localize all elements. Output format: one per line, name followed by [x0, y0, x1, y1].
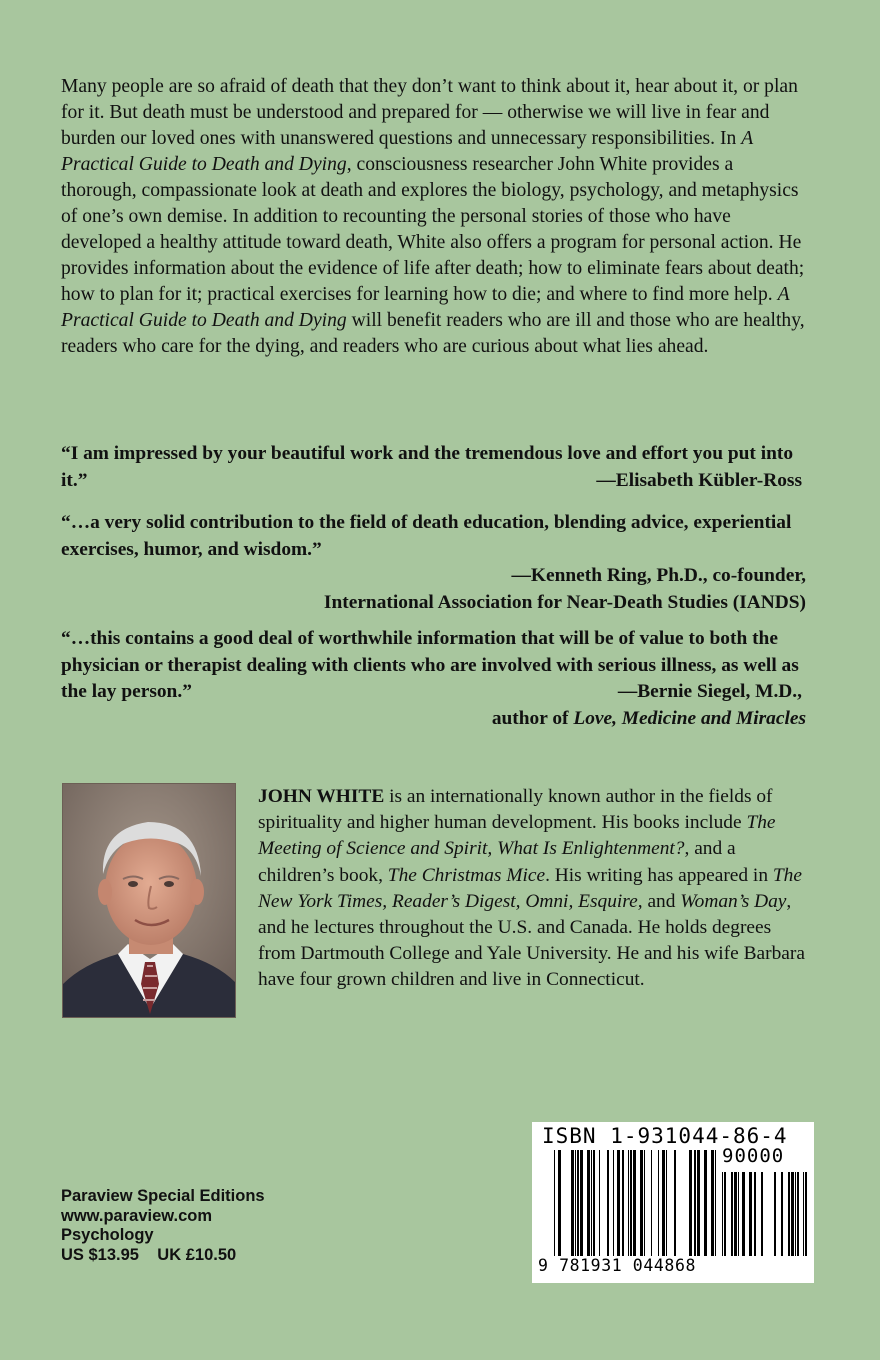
barcode-bar	[571, 1150, 574, 1256]
barcode-bar	[591, 1150, 592, 1256]
bio-text-4: and	[642, 890, 681, 912]
quote-3-text: “…this contains a good deal of worthwhile information that will be of value to both the physician or therapist dealing with clients who are involved with serious illness, as well as the lay person.”	[61, 628, 799, 702]
barcode-bar	[742, 1172, 745, 1256]
quote-1-text: “I am impressed by your beautiful work and the tremendous love and effort you put into it.”	[61, 443, 794, 491]
barcode-bar	[587, 1150, 590, 1256]
barcode-bar	[658, 1150, 659, 1256]
barcode-bar	[662, 1150, 665, 1256]
book-category: Psychology	[61, 1226, 154, 1244]
bio-publications-1: The New York Times, Reader’s Digest, Omni, Esquire,	[258, 864, 802, 912]
barcode-bar	[580, 1150, 583, 1256]
blurb-text-1: Many people are so afraid of death that they don’t want to think about it, hear about it, or plan for it. But death must be understood and prepared for — otherwise we will live in fear and burden our loved ones with unanswered questions and unnecessary responsibilities. In	[61, 76, 798, 149]
barcode-bar	[805, 1172, 807, 1256]
quote-2-text: “…a very solid contribution to the field of death education, blending advice, experiential exercises, humor, and wisdom.”	[61, 512, 792, 560]
barcode-bar	[593, 1150, 595, 1256]
author-photo	[62, 783, 236, 1018]
bio-publications-2: Woman’s Day	[680, 890, 787, 912]
publisher-info	[61, 1187, 265, 1265]
barcode-bar	[617, 1150, 620, 1256]
barcode-bar	[761, 1172, 763, 1256]
bio-text-1: is an internationally known author in the fields of spirituality and higher human development. His books include	[258, 786, 773, 834]
barcode-bar	[575, 1150, 576, 1256]
author-bio	[258, 784, 808, 994]
author-portrait-image	[63, 784, 236, 1018]
barcode-bar	[674, 1150, 676, 1256]
quote-2-attribution-line-2: International Association for Near-Death Studies (IANDS)	[323, 591, 806, 613]
barcode-bar	[640, 1150, 643, 1256]
quote-3-attribution-line-1: —Bernie Siegel, M.D.,	[617, 681, 802, 702]
blurb-book-title-2: A Practical Guide to Death and Dying	[61, 284, 790, 331]
barcode-bar	[711, 1150, 714, 1256]
quote-3-book-title: Love, Medicine and Miracles	[573, 707, 806, 729]
quote-kubler-ross	[61, 441, 806, 494]
barcode-bar	[554, 1150, 555, 1256]
barcode-bar	[797, 1172, 799, 1256]
book-price: US $13.95 UK £10.50	[61, 1245, 237, 1264]
barcode-bar	[633, 1150, 636, 1256]
barcode-bar	[630, 1150, 632, 1256]
barcode-bar	[697, 1150, 700, 1256]
barcode-bar	[724, 1172, 726, 1256]
quote-3-attribution-prefix: author of	[491, 707, 574, 729]
isbn-number: ISBN 1-931044-86-4	[542, 1124, 788, 1148]
bio-text-2: , and a children’s book,	[258, 838, 736, 886]
barcode-bar	[689, 1150, 692, 1256]
barcode-bar	[577, 1150, 579, 1256]
barcode-bar	[607, 1150, 609, 1256]
barcode-bar	[651, 1150, 652, 1256]
barcode-bar	[749, 1172, 752, 1256]
quote-bernie-siegel	[61, 626, 806, 732]
barcode-bar	[613, 1150, 614, 1256]
bio-books-1: The Meeting of Science and Spirit, What Is Enlightenment?	[258, 812, 776, 860]
bio-books-2: The Christmas Mice	[387, 864, 546, 886]
blurb-text-2: , consciousness researcher John White provides a thorough, compassionate look at death and explores the biology, psychology, and metaphysics of one’s own demise. In addition to recounting the personal stories of those who have developed a healthy attitude toward death, White also offers a program for personal action. He provides information about the evidence of life after death; how to eliminate fears about death; how to plan for it; practical exercises for learning how to die; and where to find more help.	[61, 154, 805, 305]
barcode-bar	[788, 1172, 790, 1256]
publisher-name: Paraview Special Editions	[61, 1187, 265, 1205]
barcode-bar	[599, 1150, 600, 1256]
bio-text-5: , and he lectures throughout the U.S. and Canada. He holds degrees from Dartmouth College and Yale University. He and his wife Barbara have four grown children and live in Connecticut.	[258, 890, 805, 991]
price-code: 90000	[722, 1145, 785, 1167]
quote-3-attribution-line-2	[61, 706, 806, 733]
ean-number: 9 781931 044868	[538, 1256, 697, 1275]
publisher-website: www.paraview.com	[61, 1206, 212, 1225]
barcode-bar	[738, 1172, 739, 1256]
quote-2-attribution-line-1: —Kenneth Ring, Ph.D., co-founder,	[511, 565, 806, 586]
barcode-bar	[644, 1150, 645, 1256]
barcode-bar	[791, 1172, 794, 1256]
description-blurb	[61, 74, 806, 360]
quote-1-attribution: —Elisabeth Kübler-Ross	[596, 469, 802, 491]
isbn-barcode	[532, 1122, 814, 1283]
barcode-bar	[715, 1150, 716, 1256]
barcode-bar	[666, 1150, 667, 1256]
barcode-bar	[774, 1172, 776, 1256]
author-name: JOHN WHITE	[258, 786, 385, 807]
barcode-bar	[803, 1172, 804, 1256]
barcode-bar	[731, 1172, 733, 1256]
blurb-text-3: will benefit readers who are ill and those who are healthy, readers who care for the dying, and readers who are curious about what lies ahead.	[61, 310, 805, 357]
blurb-book-title-1: A Practical Guide to Death and Dying	[61, 128, 753, 175]
barcode-bar	[694, 1150, 696, 1256]
barcode-bar	[628, 1150, 629, 1256]
barcode-bar	[558, 1150, 561, 1256]
barcode-bar	[734, 1172, 737, 1256]
barcode-bar	[795, 1172, 796, 1256]
barcode-bar	[754, 1172, 756, 1256]
barcode-bar	[722, 1172, 723, 1256]
bio-text-3: . His writing has appeared in	[545, 864, 773, 886]
barcode-bar	[622, 1150, 624, 1256]
barcode-bar	[704, 1150, 707, 1256]
quote-kenneth-ring	[61, 510, 806, 616]
barcode-bar	[781, 1172, 783, 1256]
